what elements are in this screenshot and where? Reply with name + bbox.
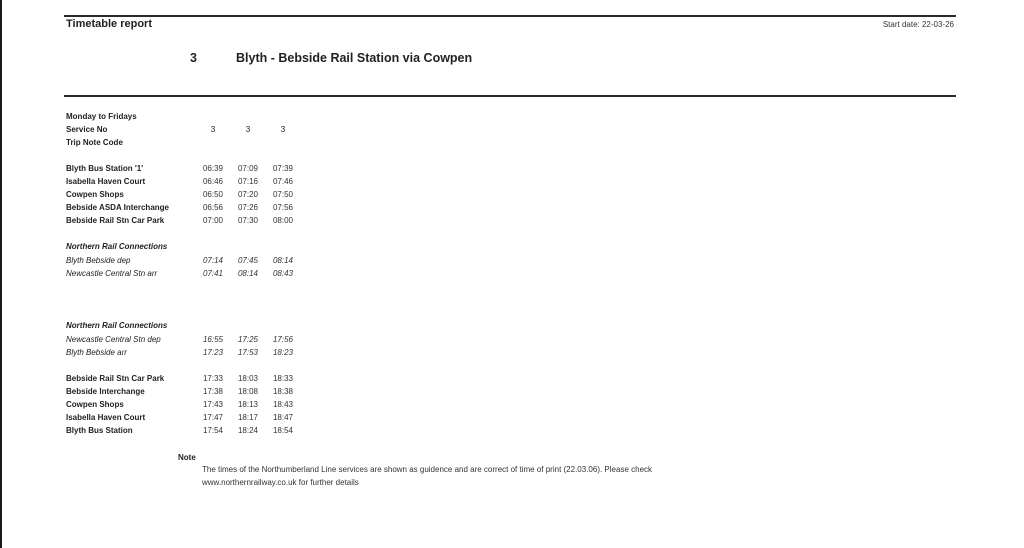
connection-time: 07:14 — [202, 256, 224, 265]
stop-time: 18:33 — [272, 374, 294, 383]
stop-time: 17:47 — [202, 413, 224, 422]
day-label: Monday to Fridays — [66, 112, 137, 121]
stop-row — [66, 398, 366, 411]
stop-time: 18:08 — [237, 387, 259, 396]
stop-time: 06:56 — [202, 203, 224, 212]
connection-time: 17:53 — [237, 348, 259, 357]
report-title: Timetable report — [66, 18, 152, 30]
connection-time: 18:23 — [272, 348, 294, 357]
route-number: 3 — [190, 51, 197, 65]
rail-connections-heading-row — [66, 319, 366, 332]
stop-name: Cowpen Shops — [66, 400, 124, 409]
connection-row — [66, 346, 366, 359]
note-line: www.northernrailway.co.uk for further details — [202, 478, 359, 487]
connection-time: 08:14 — [237, 269, 259, 278]
stop-name: Bebside Rail Stn Car Park — [66, 374, 165, 383]
top-divider — [64, 15, 956, 17]
note-text — [202, 463, 742, 489]
connection-name: Blyth Bebside dep — [66, 256, 131, 265]
stop-name: Bebside Rail Stn Car Park — [66, 216, 165, 225]
stop-time: 17:38 — [202, 387, 224, 396]
service-no-value: 3 — [245, 125, 251, 134]
header-divider — [64, 95, 956, 97]
connection-row — [66, 267, 366, 280]
stop-row — [66, 188, 366, 201]
stop-time: 17:54 — [202, 426, 224, 435]
stop-row — [66, 201, 366, 214]
stop-time: 07:26 — [237, 203, 259, 212]
stop-row — [66, 424, 366, 437]
stop-time: 18:24 — [237, 426, 259, 435]
stop-time: 18:54 — [272, 426, 294, 435]
stop-time: 06:39 — [202, 164, 224, 173]
service-no-value: 3 — [280, 125, 286, 134]
trip-note-row — [66, 136, 366, 149]
left-border — [0, 0, 2, 548]
stop-time: 18:17 — [237, 413, 259, 422]
stop-time: 18:13 — [237, 400, 259, 409]
rail-connections-heading: Northern Rail Connections — [66, 321, 168, 330]
stop-time: 07:00 — [202, 216, 224, 225]
stop-name: Bebside ASDA Interchange — [66, 203, 169, 212]
stop-time: 07:46 — [272, 177, 294, 186]
connection-time: 16:55 — [202, 335, 224, 344]
stop-time: 06:50 — [202, 190, 224, 199]
connection-time: 08:14 — [272, 256, 294, 265]
stop-time: 17:43 — [202, 400, 224, 409]
service-no-value: 3 — [210, 125, 216, 134]
trip-note-label: Trip Note Code — [66, 138, 123, 147]
connection-row — [66, 254, 366, 267]
stop-time: 07:56 — [272, 203, 294, 212]
stop-time: 07:30 — [237, 216, 259, 225]
stop-row — [66, 411, 366, 424]
connection-time: 17:23 — [202, 348, 224, 357]
note-label: Note — [178, 453, 196, 462]
day-label-row — [66, 110, 366, 123]
stop-name: Bebside Interchange — [66, 387, 145, 396]
stop-row — [66, 162, 366, 175]
stop-time: 07:50 — [272, 190, 294, 199]
stop-name: Blyth Bus Station — [66, 426, 133, 435]
stop-name: Blyth Bus Station '1' — [66, 164, 144, 173]
rail-connections-heading: Northern Rail Connections — [66, 242, 168, 251]
stop-time: 06:46 — [202, 177, 224, 186]
stop-time: 07:09 — [237, 164, 259, 173]
stop-row — [66, 372, 366, 385]
stop-name: Cowpen Shops — [66, 190, 124, 199]
stop-time: 07:16 — [237, 177, 259, 186]
connection-time: 07:41 — [202, 269, 224, 278]
stop-row — [66, 214, 366, 227]
stop-name: Isabella Haven Court — [66, 413, 146, 422]
note-line: The times of the Northumberland Line services are shown as guidence and are correct of time of print (22.03.06). Please check — [202, 465, 653, 474]
stop-time: 18:47 — [272, 413, 294, 422]
connection-time: 07:45 — [237, 256, 259, 265]
connection-time: 17:56 — [272, 335, 294, 344]
connection-row — [66, 333, 366, 346]
stop-time: 07:39 — [272, 164, 294, 173]
stop-row — [66, 175, 366, 188]
rail-connections-heading-row — [66, 240, 366, 253]
connection-name: Newcastle Central Stn dep — [66, 335, 161, 344]
stop-time: 17:33 — [202, 374, 224, 383]
route-name: Blyth - Bebside Rail Station via Cowpen — [236, 51, 473, 65]
stop-row — [66, 385, 366, 398]
stop-time: 18:38 — [272, 387, 294, 396]
service-no-row — [66, 123, 366, 136]
stop-time: 18:43 — [272, 400, 294, 409]
connection-name: Blyth Bebside arr — [66, 348, 127, 357]
stop-name: Isabella Haven Court — [66, 177, 146, 186]
connection-time: 17:25 — [237, 335, 259, 344]
connection-time: 08:43 — [272, 269, 294, 278]
connection-name: Newcastle Central Stn arr — [66, 269, 158, 278]
stop-time: 07:20 — [237, 190, 259, 199]
start-date: Start date: 22-03-26 — [882, 20, 954, 29]
stop-time: 18:03 — [237, 374, 259, 383]
service-no-label: Service No — [66, 125, 108, 134]
stop-time: 08:00 — [272, 216, 294, 225]
